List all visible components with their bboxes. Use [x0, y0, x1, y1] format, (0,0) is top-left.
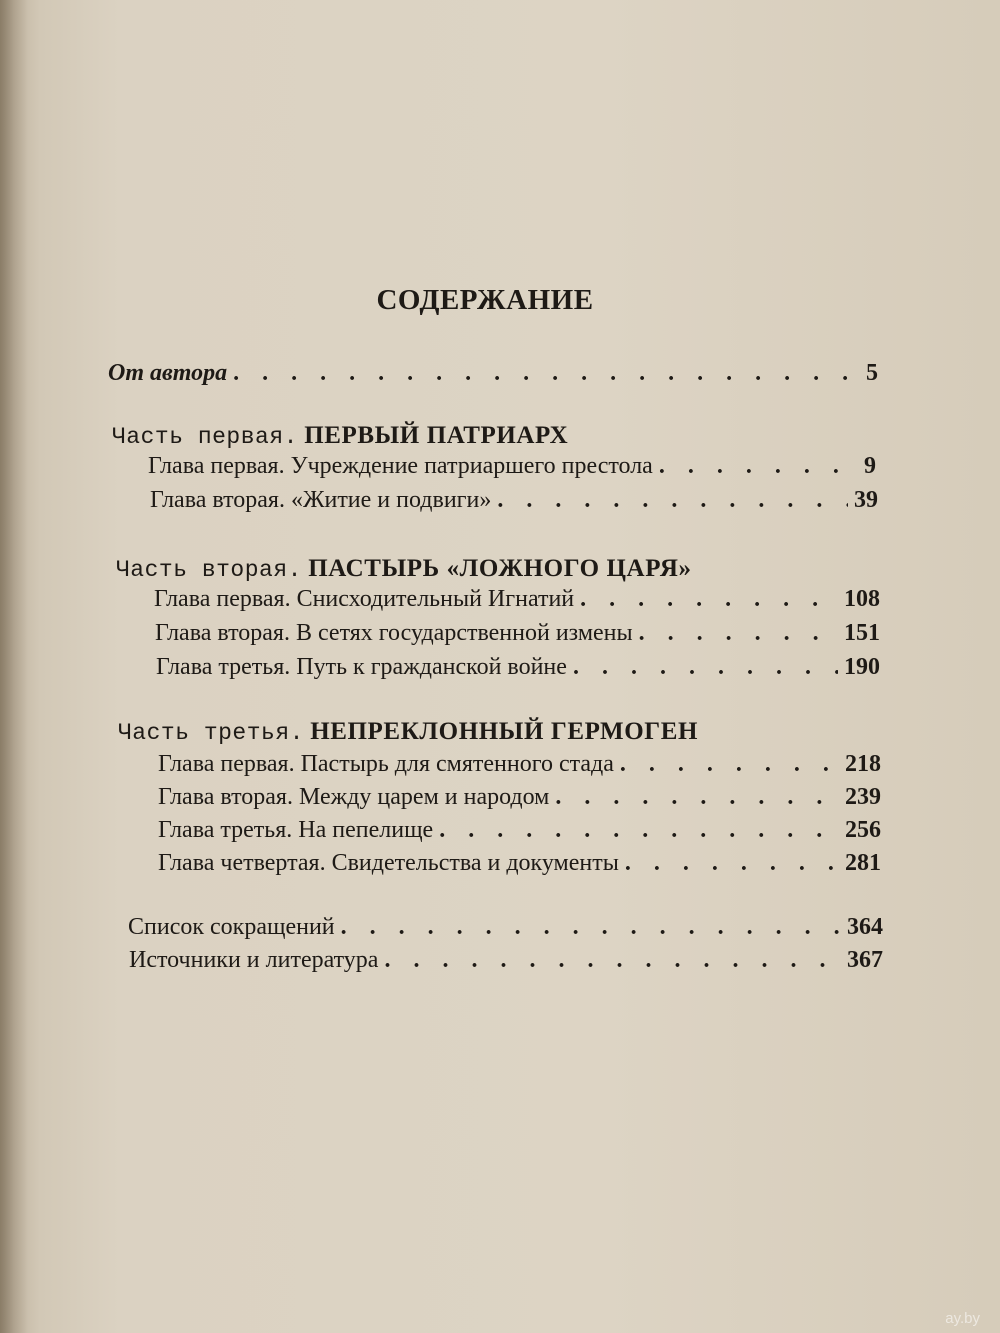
- toc-entry-page: 239: [845, 784, 881, 810]
- part-heading: [112, 422, 568, 450]
- toc-entry-label: Глава четвертая. Свидетельства и документы: [158, 850, 619, 876]
- toc-entry-page: 108: [844, 586, 880, 612]
- dot-leader: [639, 620, 838, 647]
- toc-entry-label: От автора: [108, 360, 228, 386]
- toc-entry-label: Глава третья. На пепелище: [158, 817, 434, 843]
- part-title: ПЕРВЫЙ ПАТРИАРХ: [304, 422, 569, 449]
- toc-entry: [158, 784, 881, 811]
- toc-entry-page: 39: [854, 487, 878, 513]
- part-title: ПАСТЫРЬ «ЛОЖНОГО ЦАРЯ»: [308, 555, 692, 582]
- toc-entry-page: 367: [847, 947, 883, 973]
- toc-entry-label: Глава третья. Путь к гражданской войне: [156, 654, 567, 680]
- part-heading: [116, 555, 692, 583]
- part-title: НЕПРЕКЛОННЫЙ ГЕРМОГЕН: [310, 718, 699, 745]
- toc-entry-label: Список сокращений: [128, 914, 335, 940]
- toc-entry-page: 256: [845, 817, 881, 843]
- part-prefix: Часть третья.: [118, 720, 304, 746]
- watermark: ay.by: [945, 1310, 980, 1327]
- dot-leader: [573, 654, 838, 681]
- toc-entry-label: Источники и литература: [129, 947, 379, 973]
- toc-entry: [155, 620, 880, 647]
- dot-leader: [497, 487, 848, 514]
- dot-leader: [659, 453, 858, 480]
- toc-entry-intro: [108, 360, 878, 387]
- toc-entry-label: Глава вторая. В сетях государственной измены: [155, 620, 633, 646]
- dot-leader: [384, 947, 841, 974]
- toc-entry-label: Глава первая. Снисходительный Игнатий: [154, 586, 575, 612]
- toc-entry-page: 281: [845, 850, 881, 876]
- part-prefix: Часть вторая.: [116, 557, 302, 583]
- toc-entry: [150, 487, 878, 514]
- toc-entry-page: 9: [864, 453, 876, 479]
- toc-entry-page: 5: [866, 360, 878, 386]
- toc-entry: [158, 751, 881, 778]
- toc-entry-label: Глава вторая. Между царем и народом: [158, 784, 550, 810]
- dot-leader: [620, 751, 839, 778]
- toc-entry-page: 364: [847, 914, 883, 940]
- toc-entry: [148, 453, 876, 480]
- toc-entry-abbreviations: [128, 914, 883, 941]
- dot-leader: [439, 817, 839, 844]
- part-heading: [118, 718, 698, 746]
- toc-entry-label: Глава вторая. «Житие и подвиги»: [150, 487, 492, 513]
- toc-entry-label: Глава первая. Пастырь для смятенного стада: [158, 751, 614, 777]
- toc-entry: [158, 817, 881, 844]
- dot-leader: [580, 586, 838, 613]
- part-prefix: Часть первая.: [112, 424, 298, 450]
- page-title: СОДЕРЖАНИЕ: [376, 284, 594, 316]
- toc-entry: [154, 586, 880, 613]
- toc-entry: [156, 654, 880, 681]
- dot-leader: [555, 784, 839, 811]
- dot-leader: [233, 360, 860, 387]
- toc-entry-page: 218: [845, 751, 881, 777]
- toc-entry-page: 190: [844, 654, 880, 680]
- toc-entry-label: Глава первая. Учреждение патриаршего престола: [148, 453, 653, 479]
- dot-leader: [625, 850, 839, 877]
- toc-entry-page: 151: [844, 620, 880, 646]
- book-gutter-shadow: [0, 0, 28, 1333]
- toc-entry: [158, 850, 881, 877]
- toc-entry-sources: [129, 947, 883, 974]
- dot-leader: [341, 914, 841, 941]
